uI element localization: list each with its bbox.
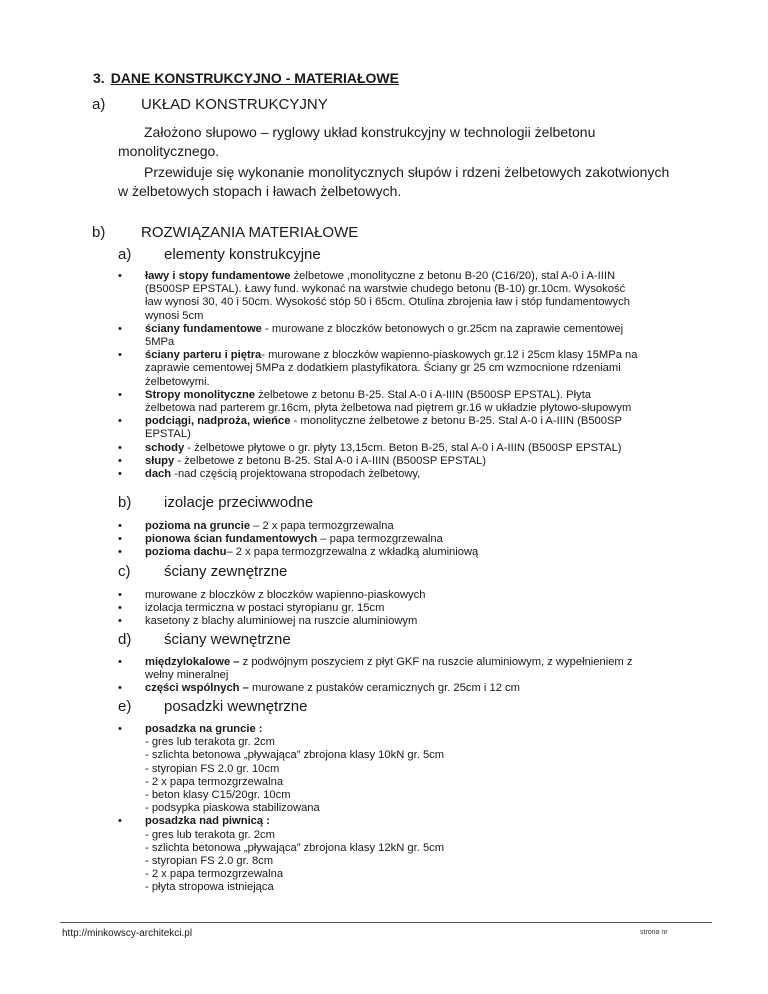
bullet: • xyxy=(118,589,122,601)
subsection-b-letter: b) xyxy=(92,224,106,241)
bullet: • xyxy=(118,723,122,735)
elementy-list xyxy=(118,270,718,481)
elementy-title: elementy konstrukcyjne xyxy=(164,246,321,263)
list-item-miedzylokalowe: • międzylokalowe – z podwójnym poszyciem z płyt GKF na ruszcie aluminiowym, z wypełnieniem z wełny mineralnej xyxy=(118,656,633,682)
sciany-zewn-letter: c) xyxy=(118,563,131,580)
sciany-wewn-letter: d) xyxy=(118,631,132,648)
sciany-zewn-title: ściany zewnętrzne xyxy=(164,563,288,580)
list-item: • pozioma dachu– 2 x papa termozgrzewalna z wkładką aluminiową xyxy=(118,546,479,559)
sciany-wewn-title: ściany wewnętrzne xyxy=(164,631,291,648)
posadzki-list xyxy=(118,723,718,895)
paragraph-przewiduje: Przewiduje się wykonanie monolitycznych słupów i rdzeni żelbetowych zakotwionych w żelbetowych stopach i ławach żelbetowych. xyxy=(118,164,670,199)
bullet: • xyxy=(118,682,122,695)
list-item: • izolacja termiczna w postaci styropianu gr. 15cm xyxy=(118,602,385,615)
bullet: • xyxy=(118,815,122,828)
bullet: • xyxy=(118,415,122,428)
bullet: • xyxy=(118,533,122,546)
section-title: DANE KONSTRUKCYJNO - MATERIAŁOWE xyxy=(110,70,399,86)
subsection-b-title: ROZWIĄZANIA MATERIAŁOWE xyxy=(141,224,359,241)
list-item-posadzka-piwnica: • posadzka nad piwnicą : - gres lub terakota gr. 2cm - szlichta betonowa „pływająca” zbrojona klasy 12kN gr. 5cm - styropian FS 2.0 gr. 8cm - 2 x papa termozgrzewalna - płyta stropowa istniejąca xyxy=(118,815,445,894)
list-item-sciany-fundamentowe: • ściany fundamentowe - murowane z bloczków betonowych o gr.25cm na zaprawie cementowej 5MPa xyxy=(118,322,624,349)
list-item-stropy: • Stropy monolityczne żelbetowe z betonu B-25. Stal A-0 i A-IIIN (B500SP EPSTAL). Płyta żelbetowa nad parterem gr.16cm, płyta żelbetowa nad piętrem gr.16 w układzie płytowo-słupowym xyxy=(118,388,632,415)
bullet: • xyxy=(118,322,122,335)
list-item-sciany-parteru: • ściany parteru i piętra- murowane z bloczków wapienno-piaskowych gr.12 i 25cm klasy 15MPa na zaprawie cementowej 5MPa z dodatkiem plastyfikatora. Ściany gr 25 cm wzmocnione rdzeniami żelbetowymi. xyxy=(118,349,638,388)
footer-divider xyxy=(60,922,712,923)
list-item: • pozioma na gruncie – 2 x papa termozgrzewalna xyxy=(118,520,394,532)
bullet: • xyxy=(118,602,122,615)
bullet: • xyxy=(118,656,122,668)
list-item-dach: • dach -nad częścią projektowana stropodach żelbetowy, xyxy=(118,468,421,481)
bullet: • xyxy=(118,615,122,628)
footer-url-link[interactable]: http://minkowscy-architekci.pl xyxy=(62,928,193,939)
sciany-wewn-list xyxy=(118,656,718,696)
posadzki-letter: e) xyxy=(118,698,132,715)
section-heading xyxy=(93,70,399,86)
bullet: • xyxy=(118,349,122,362)
paragraph-uklad: Założono słupowo – ryglowy układ konstrukcyjny w technologii żelbetonu monolitycznego. xyxy=(118,124,596,159)
list-item-lawy: • ławy i stopy fundamentowe żelbetowe ,monolityczne z betonu B-20 (C16/20), stal A-0 i A-IIIN (B500SP EPSTAL). Ławy fund. wykonać na warstwie chudego betonu (B-10) gr.10cm. Wysokość ław wynosi 30, 40 i 50cm. Wysokość stóp 50 i 65cm. Otulina zbrojenia ław i stóp fundamentowych wynosi 5cm xyxy=(118,270,630,322)
list-item-schody: • schody - żelbetowe płytowe o gr. płyty 13,15cm. Beton B-25, stal A-0 i A-IIIN (B500SP EPSTAL) xyxy=(118,441,622,454)
bullet: • xyxy=(118,388,122,401)
list-item-czesci-wspolnych: • części wspólnych – murowane z pustaków ceramicznych gr. 25cm i 12 cm xyxy=(118,682,520,695)
izolacje-list xyxy=(118,520,718,560)
list-item-slupy: • słupy - żelbetowe z betonu B-25. Stal A-0 i A-IIIN (B500SP EPSTAL) xyxy=(118,454,486,467)
bullet: • xyxy=(118,441,122,454)
bullet: • xyxy=(118,270,122,282)
bullet: • xyxy=(118,520,122,532)
subsection-a-title: UKŁAD KONSTRUKCYJNY xyxy=(141,96,328,113)
izolacje-letter: b) xyxy=(118,494,132,511)
bullet: • xyxy=(118,454,122,467)
elementy-letter: a) xyxy=(118,246,132,263)
list-item-posadzka-grunt: • posadzka na gruncie : - gres lub terakota gr. 2cm - szlichta betonowa „pływająca” zbrojona klasy 10kN gr. 5cm - styropian FS 2.0 gr. 10cm - 2 x papa termozgrzewalna - beton klasy C15/20gr. 10cm - podsypka piaskowa stabilizowana xyxy=(118,723,445,815)
subsection-a-letter: a) xyxy=(92,96,106,113)
list-item-podciagi: • podciągi, nadproża, wieńce - monolityczne żelbetowe z betonu B-25. Stal A-0 i A-IIIN (B500SP EPSTAL) xyxy=(118,415,622,441)
bullet: • xyxy=(118,468,122,481)
list-item: • murowane z bloczków z bloczków wapienno-piaskowych xyxy=(118,589,426,601)
bullet: • xyxy=(118,546,122,559)
section-number: 3. xyxy=(93,70,105,86)
list-item: • pionowa ścian fundamentowych – papa termozgrzewalna xyxy=(118,533,443,546)
footer-page-label: strona nr xyxy=(640,929,668,936)
izolacje-title: izolacje przeciwwodne xyxy=(164,494,314,511)
list-item: • kasetony z blachy aluminiowej na ruszcie aluminiowym xyxy=(118,615,418,628)
sciany-zewn-list xyxy=(118,589,718,629)
posadzki-title: posadzki wewnętrzne xyxy=(164,698,308,715)
